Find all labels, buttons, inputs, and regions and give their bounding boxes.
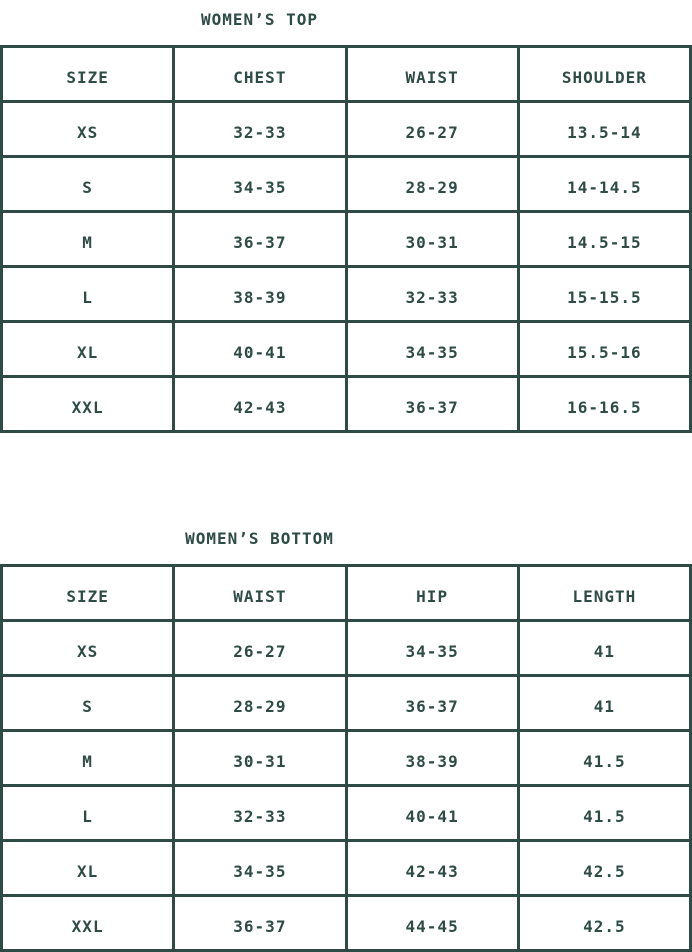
measurement-cell: 28-29 — [174, 676, 346, 731]
measurement-cell: 34-35 — [346, 621, 518, 676]
measurement-cell: 41 — [518, 676, 690, 731]
table-row — [2, 377, 691, 432]
measurement-cell: 26-27 — [346, 102, 518, 157]
measurement-cell: 42-43 — [346, 841, 518, 896]
table-row — [2, 676, 691, 731]
table-header — [2, 47, 691, 102]
measurement-cell: 40-41 — [174, 322, 346, 377]
womens-top-size-table — [0, 45, 692, 433]
measurement-cell: 14-14.5 — [518, 157, 690, 212]
size-cell: M — [2, 212, 174, 267]
measurement-cell: 26-27 — [174, 621, 346, 676]
size-cell: S — [2, 676, 174, 731]
size-cell: L — [2, 786, 174, 841]
column-header: HIP — [346, 566, 518, 621]
table-row — [2, 212, 691, 267]
measurement-cell: 32-33 — [174, 102, 346, 157]
column-header: LENGTH — [518, 566, 690, 621]
table-body — [2, 621, 691, 951]
table-row — [2, 157, 691, 212]
measurement-cell: 41.5 — [518, 731, 690, 786]
measurement-cell: 36-37 — [346, 676, 518, 731]
size-cell: XXL — [2, 377, 174, 432]
column-header: WAIST — [174, 566, 346, 621]
table-header — [2, 566, 691, 621]
measurement-cell: 42.5 — [518, 896, 690, 951]
column-header: CHEST — [174, 47, 346, 102]
table-row — [2, 621, 691, 676]
measurement-cell: 15.5-16 — [518, 322, 690, 377]
womens-top-size-chart-section — [0, 0, 692, 433]
measurement-cell: 14.5-15 — [518, 212, 690, 267]
measurement-cell: 30-31 — [174, 731, 346, 786]
size-cell: XS — [2, 621, 174, 676]
measurement-cell: 34-35 — [346, 322, 518, 377]
size-cell: XL — [2, 841, 174, 896]
measurement-cell: 34-35 — [174, 841, 346, 896]
size-cell: M — [2, 731, 174, 786]
table-row — [2, 322, 691, 377]
measurement-cell: 40-41 — [346, 786, 518, 841]
header-row — [2, 47, 691, 102]
column-header: SIZE — [2, 47, 174, 102]
measurement-cell: 42-43 — [174, 377, 346, 432]
table-row — [2, 731, 691, 786]
measurement-cell: 44-45 — [346, 896, 518, 951]
header-row — [2, 566, 691, 621]
measurement-cell: 41 — [518, 621, 690, 676]
measurement-cell: 28-29 — [346, 157, 518, 212]
measurement-cell: 36-37 — [174, 896, 346, 951]
womens-bottom-title: WOMEN’S BOTTOM — [185, 529, 334, 548]
measurement-cell: 30-31 — [346, 212, 518, 267]
measurement-cell: 34-35 — [174, 157, 346, 212]
womens-top-title: WOMEN’S TOP — [201, 10, 318, 29]
table-body — [2, 102, 691, 432]
measurement-cell: 38-39 — [346, 731, 518, 786]
column-header: SIZE — [2, 566, 174, 621]
column-header: WAIST — [346, 47, 518, 102]
table-row — [2, 786, 691, 841]
measurement-cell: 36-37 — [174, 212, 346, 267]
measurement-cell: 32-33 — [174, 786, 346, 841]
table-row — [2, 102, 691, 157]
measurement-cell: 32-33 — [346, 267, 518, 322]
measurement-cell: 38-39 — [174, 267, 346, 322]
measurement-cell: 36-37 — [346, 377, 518, 432]
measurement-cell: 13.5-14 — [518, 102, 690, 157]
size-cell: XL — [2, 322, 174, 377]
measurement-cell: 16-16.5 — [518, 377, 690, 432]
size-cell: S — [2, 157, 174, 212]
size-cell: XXL — [2, 896, 174, 951]
column-header: SHOULDER — [518, 47, 690, 102]
size-cell: L — [2, 267, 174, 322]
measurement-cell: 41.5 — [518, 786, 690, 841]
table-row — [2, 841, 691, 896]
measurement-cell: 15-15.5 — [518, 267, 690, 322]
measurement-cell: 42.5 — [518, 841, 690, 896]
womens-bottom-size-table — [0, 564, 692, 952]
womens-bottom-size-chart-section — [0, 529, 692, 952]
table-row — [2, 896, 691, 951]
size-cell: XS — [2, 102, 174, 157]
table-row — [2, 267, 691, 322]
